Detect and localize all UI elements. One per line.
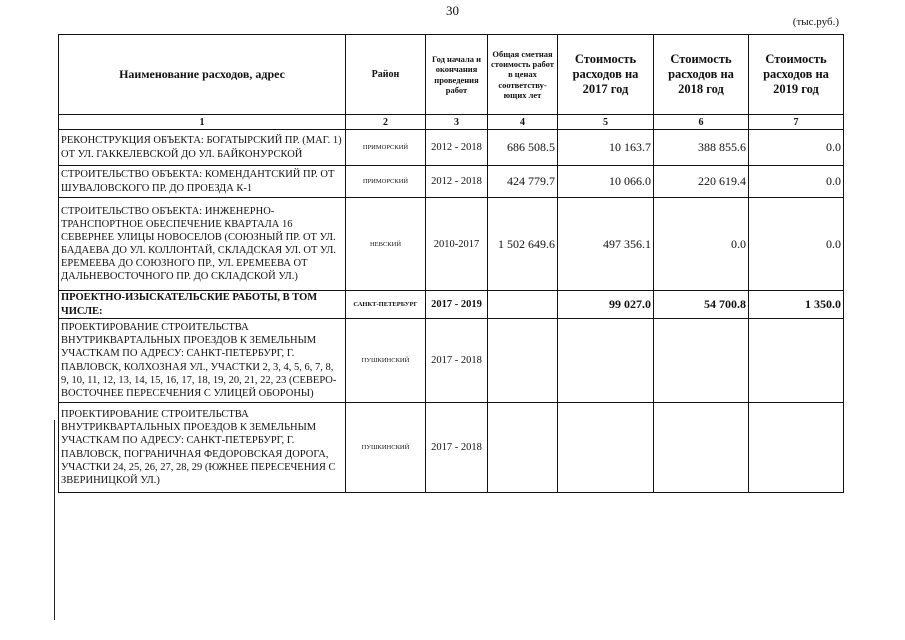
row-cost-2018 <box>654 403 749 493</box>
budget-table <box>58 34 844 493</box>
column-number: 7 <box>749 115 844 130</box>
header-row <box>59 35 844 115</box>
row-cost-2017: 10 066.0 <box>558 166 654 198</box>
row-name: СТРОИТЕЛЬСТВО ОБЪЕКТА: КОМЕНДАНТСКИЙ ПР. ОТ ШУВАЛОВСКОГО ПР. ДО ПРОЕЗДА К-1 <box>59 166 346 198</box>
row-cost-2017: 10 163.7 <box>558 130 654 166</box>
row-cost-2019 <box>749 403 844 493</box>
header-cost-2018: Стоимость расходов на 2018 год <box>654 35 749 115</box>
row-cost-2018: 220 619.4 <box>654 166 749 198</box>
row-cost-2017 <box>558 319 654 403</box>
row-cost-2018: 0.0 <box>654 198 749 291</box>
column-number: 3 <box>426 115 488 130</box>
row-estimate: 424 779.7 <box>488 166 558 198</box>
column-number: 5 <box>558 115 654 130</box>
row-estimate: 686 508.5 <box>488 130 558 166</box>
margin-line <box>54 420 55 620</box>
table-row <box>59 166 844 198</box>
row-rayon: НЕВСКИЙ <box>346 198 426 291</box>
header-cost-2017: Стоимость расходов на 2017 год <box>558 35 654 115</box>
column-number: 2 <box>346 115 426 130</box>
header-years: Год начала и окончания проведения работ <box>426 35 488 115</box>
row-estimate <box>488 403 558 493</box>
page-number: 30 <box>446 3 459 18</box>
row-cost-2017: 497 356.1 <box>558 198 654 291</box>
table-row <box>59 291 844 319</box>
row-cost-2018 <box>654 319 749 403</box>
column-number-row <box>59 115 844 130</box>
units-label: (тыс.руб.) <box>792 16 839 28</box>
column-number: 4 <box>488 115 558 130</box>
row-name: ПРОЕКТИРОВАНИЕ СТРОИТЕЛЬСТВА ВНУТРИКВАРТАЛЬНЫХ ПРОЕЗДОВ К ЗЕМЕЛЬНЫМ УЧАСТКАМ ПО АДРЕСУ: САНКТ-ПЕТЕРБУРГ, Г. ПАВЛОВСК, ПОГРАНИЧНАЯ ФЕДОРОВСКАЯ ДОРОГА, УЧАСТКИ 24, 25, 26, 27, 28, 29 (ЮЖНЕЕ ПЕРЕСЕЧЕНИЯ С ЗВЕРИНИЦКОЙ УЛ.) <box>59 403 346 493</box>
row-cost-2019: 0.0 <box>749 198 844 291</box>
row-years: 2012 - 2018 <box>426 166 488 198</box>
header-name: Наименование расходов, адрес <box>59 35 346 115</box>
row-estimate <box>488 291 558 319</box>
row-years: 2012 - 2018 <box>426 130 488 166</box>
table-row <box>59 319 844 403</box>
row-cost-2018: 388 855.6 <box>654 130 749 166</box>
row-cost-2017: 99 027.0 <box>558 291 654 319</box>
row-name: СТРОИТЕЛЬСТВО ОБЪЕКТА: ИНЖЕНЕРНО-ТРАНСПОРТНОЕ ОБЕСПЕЧЕНИЕ КВАРТАЛА 16 СЕВЕРНЕЕ УЛИЦЫ НОВОСЕЛОВ (СОЮЗНЫЙ ПР. ОТ УЛ. БАДАЕВА ДО УЛ. КОЛЛОНТАЙ, СКЛАДСКАЯ УЛ. ОТ УЛ. ЕРЕМЕЕВА ДО СОЮЗНОГО ПР., УЛ. ЕРЕМЕЕВА ОТ ДАЛЬНЕВОСТОЧНОГО ПР. ДО СКЛАДСКОЙ УЛ.) <box>59 198 346 291</box>
column-number: 6 <box>654 115 749 130</box>
row-rayon: ПУШКИНСКИЙ <box>346 319 426 403</box>
row-years: 2017 - 2018 <box>426 319 488 403</box>
table-row <box>59 403 844 493</box>
row-estimate: 1 502 649.6 <box>488 198 558 291</box>
row-estimate <box>488 319 558 403</box>
row-rayon: САНКТ-ПЕТЕРБУРГ <box>346 291 426 319</box>
row-rayon: ПРИМОРСКИЙ <box>346 130 426 166</box>
row-cost-2017 <box>558 403 654 493</box>
header-estimate: Общая сметная стоимость работ в ценах соответству-ющих лет <box>488 35 558 115</box>
row-years: 2010-2017 <box>426 198 488 291</box>
row-name: ПРОЕКТИРОВАНИЕ СТРОИТЕЛЬСТВА ВНУТРИКВАРТАЛЬНЫХ ПРОЕЗДОВ К ЗЕМЕЛЬНЫМ УЧАСТКАМ ПО АДРЕСУ: САНКТ-ПЕТЕРБУРГ, Г. ПАВЛОВСК, КОЛХОЗНАЯ УЛ., УЧАСТКИ 2, 3, 4, 5, 6, 7, 8, 9, 10, 11, 12, 13, 14, 15, 16, 17, 18, 19, 20, 21, 22, 23 (СЕВЕРО-ВОСТОЧНЕЕ ПЕРЕСЕЧЕНИЯ С УЛИЦЕЙ ОБОРОНЫ) <box>59 319 346 403</box>
row-years: 2017 - 2019 <box>426 291 488 319</box>
row-name: РЕКОНСТРУКЦИЯ ОБЪЕКТА: БОГАТЫРСКИЙ ПР. (МАГ. 1) ОТ УЛ. ГАККЕЛЕВСКОЙ ДО УЛ. БАЙКОНУРСКОЙ <box>59 130 346 166</box>
row-cost-2019: 0.0 <box>749 130 844 166</box>
row-cost-2019: 1 350.0 <box>749 291 844 319</box>
row-years: 2017 - 2018 <box>426 403 488 493</box>
column-number: 1 <box>59 115 346 130</box>
table-row <box>59 130 844 166</box>
header-cost-2019: Стоимость расходов на 2019 год <box>749 35 844 115</box>
row-cost-2019 <box>749 319 844 403</box>
row-rayon: ПРИМОРСКИЙ <box>346 166 426 198</box>
header-rayon: Район <box>346 35 426 115</box>
row-name: ПРОЕКТНО-ИЗЫСКАТЕЛЬСКИЕ РАБОТЫ, В ТОМ ЧИСЛЕ: <box>59 291 346 319</box>
row-rayon: ПУШКИНСКИЙ <box>346 403 426 493</box>
row-cost-2019: 0.0 <box>749 166 844 198</box>
table-row <box>59 198 844 291</box>
row-cost-2018: 54 700.8 <box>654 291 749 319</box>
